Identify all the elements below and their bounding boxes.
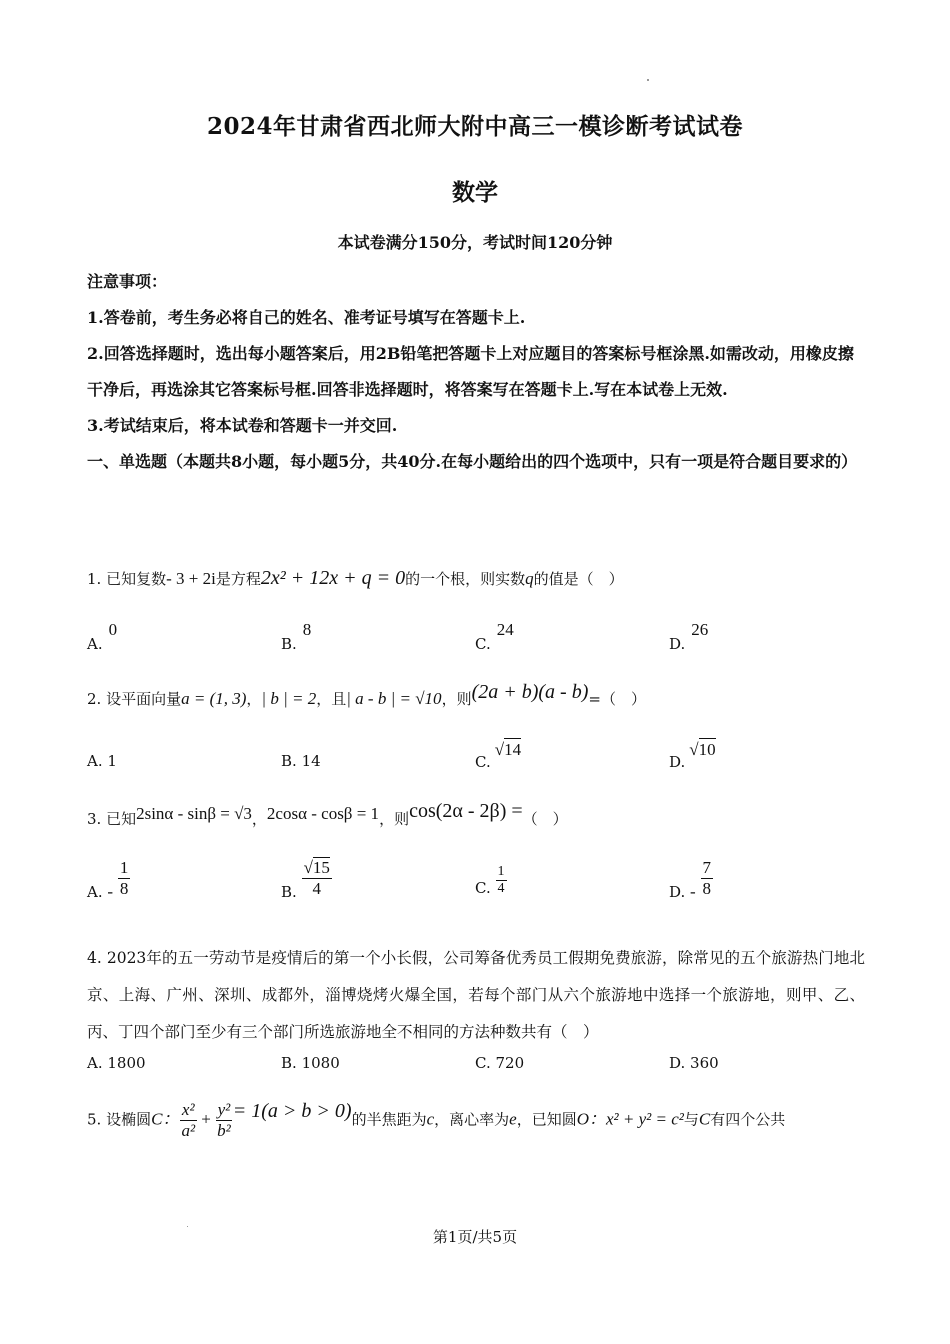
q5-condition: = 1(a > b > 0) bbox=[232, 1099, 352, 1122]
denominator: 8 bbox=[119, 879, 129, 898]
numerator: √15 bbox=[303, 858, 330, 877]
note-item: 2.回答选择题时，选出每小题答案后，用2B铅笔把答题卡上对应题目的答案标号框涂黑.如需改动，用橡皮擦干净后，再选涂其它答案标号框.回答非选择题时，将答案写在答题卡上.写在本试卷上无效. bbox=[87, 344, 854, 399]
q3-option-c bbox=[475, 858, 507, 897]
option-label: A. bbox=[87, 882, 103, 901]
exam-meta: 本试卷满分150分，考试时间120分钟 bbox=[337, 233, 613, 252]
q1-suffix: 的值是（ ） bbox=[533, 570, 624, 588]
question-5: 5. 设椭圆C： $\frac{\text{x²}}{\text{a²}}$ + $\frac{\text{y²}}{\text{b²}}$ = 1(a > b > 0)的半焦距为c，离心率为e，已知圆O：x² + y² = c²与C有四个公共 bbox=[87, 1099, 786, 1140]
option-label: B. bbox=[281, 1054, 297, 1072]
question-1 bbox=[87, 568, 867, 589]
q2-option-d bbox=[669, 740, 716, 771]
q2-expression: (2a + b)(a - b) bbox=[471, 681, 589, 703]
option-label: C. bbox=[475, 753, 491, 771]
q1-option-b bbox=[281, 620, 312, 653]
q1-mid2: 的一个根，则实数 bbox=[405, 570, 526, 588]
q1-mid: 是方程 bbox=[215, 570, 261, 588]
fraction bbox=[302, 858, 332, 899]
option-label: C. bbox=[475, 1054, 491, 1072]
q5-var-e: e bbox=[509, 1109, 517, 1129]
q1-option-d bbox=[669, 620, 709, 653]
q3-expression: cos(2α - 2β) = bbox=[409, 800, 523, 822]
option-label: A. bbox=[87, 752, 103, 770]
option-value: 8 bbox=[302, 620, 312, 639]
q2-option-a bbox=[87, 752, 117, 770]
option-value: 1800 bbox=[107, 1054, 146, 1072]
q4-option-a bbox=[87, 1054, 146, 1072]
q3-equation-1: 2sinα - sinβ = √3 bbox=[136, 804, 252, 823]
question-2 bbox=[87, 681, 867, 709]
q1-option-a bbox=[87, 620, 118, 653]
option-value: 1080 bbox=[301, 1054, 340, 1072]
numerator: y² bbox=[217, 1100, 231, 1119]
q5-circle-name: O： bbox=[576, 1109, 606, 1129]
numerator: 1 bbox=[119, 858, 129, 877]
numerator: 7 bbox=[702, 858, 711, 877]
denominator: 4 bbox=[497, 881, 505, 896]
q5-text: 与 bbox=[683, 1110, 699, 1129]
q2-vector-a: a = (1, 3) bbox=[181, 689, 247, 708]
denominator: 4 bbox=[312, 879, 321, 898]
sqrt-symbol: √14 bbox=[494, 740, 522, 759]
q5-text: ，已知圆 bbox=[516, 1110, 577, 1129]
option-label: D. bbox=[669, 753, 686, 771]
option-label: C. bbox=[475, 878, 491, 897]
q4-option-b bbox=[281, 1054, 340, 1072]
numerator: 1 bbox=[497, 864, 505, 879]
q5-text: ，离心率为 bbox=[434, 1110, 510, 1129]
option-label: D. bbox=[669, 635, 686, 653]
q5-prefix: 5. 设椭圆 bbox=[87, 1110, 152, 1129]
option-value: 1 bbox=[107, 752, 117, 770]
q5-ellipse-name: C： bbox=[151, 1109, 180, 1129]
q5-circle-eq: x² + y² = c² bbox=[605, 1109, 684, 1129]
scan-dot bbox=[647, 79, 649, 81]
notes-heading: 注意事项： bbox=[87, 272, 168, 291]
q1-var: q bbox=[525, 569, 534, 588]
q5-var-C: C bbox=[698, 1109, 711, 1129]
minus-sign: - bbox=[690, 881, 696, 901]
q3-option-b bbox=[281, 858, 332, 899]
q5-var-c: c bbox=[426, 1109, 435, 1129]
q2-sep: ， bbox=[246, 690, 262, 708]
option-label: D. bbox=[669, 882, 686, 901]
option-value: 24 bbox=[496, 620, 514, 639]
option-label: A. bbox=[87, 635, 103, 653]
fraction bbox=[701, 858, 714, 899]
q3-equation-2: 2cosα - cosβ = 1 bbox=[266, 804, 380, 823]
q4-option-d bbox=[669, 1054, 719, 1072]
q2-vector-b: | b | = 2 bbox=[261, 689, 317, 708]
option-label: B. bbox=[281, 635, 297, 653]
q1-option-c bbox=[475, 620, 514, 653]
option-value: 360 bbox=[690, 1054, 719, 1072]
q3-options bbox=[87, 858, 887, 912]
q4-option-c bbox=[475, 1054, 524, 1072]
q2-suffix: =（ ） bbox=[588, 690, 646, 708]
q3-suffix: （ ） bbox=[522, 810, 568, 828]
note-item: 1.答卷前，考生务必将自己的姓名、准考证号填写在答题卡上. bbox=[87, 308, 526, 327]
fraction bbox=[496, 864, 507, 897]
minus-sign: - bbox=[107, 881, 114, 901]
q1-prefix: 1. 已知复数 bbox=[87, 570, 167, 588]
option-value: 0 bbox=[108, 620, 118, 639]
option-label: B. bbox=[281, 752, 297, 770]
q5-text: 的半焦距为 bbox=[351, 1110, 427, 1129]
sqrt-symbol: √10 bbox=[689, 740, 716, 759]
q2-sep: ，且 bbox=[316, 690, 347, 708]
q3-option-a bbox=[87, 858, 130, 899]
q2-options bbox=[87, 740, 887, 770]
option-value: 14 bbox=[504, 740, 522, 759]
option-value: 720 bbox=[495, 1054, 525, 1072]
page-footer: 第1页/共5页 bbox=[432, 1228, 518, 1246]
option-label: A. bbox=[87, 1054, 103, 1072]
fraction bbox=[118, 858, 131, 899]
fraction-x bbox=[179, 1100, 197, 1141]
numerator: x² bbox=[181, 1100, 195, 1119]
q2-sep: ，则 bbox=[441, 690, 472, 708]
option-value: 10 bbox=[698, 740, 716, 759]
q2-prefix: 2. 设平面向量 bbox=[87, 690, 182, 708]
section-heading: 一、单选题（本题共8小题，每小题5分，共40分.在每小题给出的四个选项中，只有一项是符合题目要求的） bbox=[87, 452, 858, 471]
note-item: 3.考试结束后，将本试卷和答题卡一并交回. bbox=[87, 416, 398, 435]
q2-option-b bbox=[281, 752, 321, 770]
q4-options bbox=[87, 1054, 887, 1078]
notes-block bbox=[87, 264, 867, 480]
denominator: b² bbox=[217, 1121, 231, 1140]
exam-title: 2024年甘肃省西北师大附中高三一模诊断考试试卷 bbox=[206, 113, 743, 140]
q5-suffix: 有四个公共 bbox=[710, 1110, 786, 1129]
subject-heading: 数学 bbox=[452, 179, 498, 206]
q2-option-c bbox=[475, 740, 522, 771]
denominator: a² bbox=[181, 1121, 196, 1140]
option-label: D. bbox=[669, 1054, 686, 1072]
option-label: C. bbox=[475, 635, 491, 653]
question-3 bbox=[87, 800, 867, 829]
option-label: B. bbox=[281, 882, 297, 901]
option-value: 26 bbox=[691, 620, 709, 639]
q3-option-d bbox=[669, 858, 713, 899]
q1-options bbox=[87, 620, 887, 653]
q3-sep: ，则 bbox=[379, 810, 410, 828]
q1-equation: 2x² + 12x + q = 0 bbox=[260, 567, 406, 589]
option-value: 14 bbox=[301, 752, 321, 770]
q2-condition: | a - b | = √10 bbox=[346, 689, 442, 708]
question-4: 4. 2023年的五一劳动节是疫情后的第一个小长假，公司筹备优秀员工假期免费旅游，除常见的五个旅游热门地北京、上海、广州、深圳、成都外，淄博烧烤火爆全国，若每个部门从六个旅游地中选择一个旅游地，则甲、乙、丙、丁四个部门至少有三个部门所选旅游地全不相同的方法种数共有（ ） bbox=[87, 949, 865, 1041]
q3-sep: ， bbox=[251, 810, 267, 828]
radicand: 15 bbox=[312, 858, 330, 877]
fraction-y bbox=[215, 1100, 233, 1141]
q1-complex: - 3 + 2i bbox=[166, 569, 216, 588]
denominator: 8 bbox=[702, 879, 711, 898]
q3-prefix: 3. 已知 bbox=[87, 810, 137, 828]
